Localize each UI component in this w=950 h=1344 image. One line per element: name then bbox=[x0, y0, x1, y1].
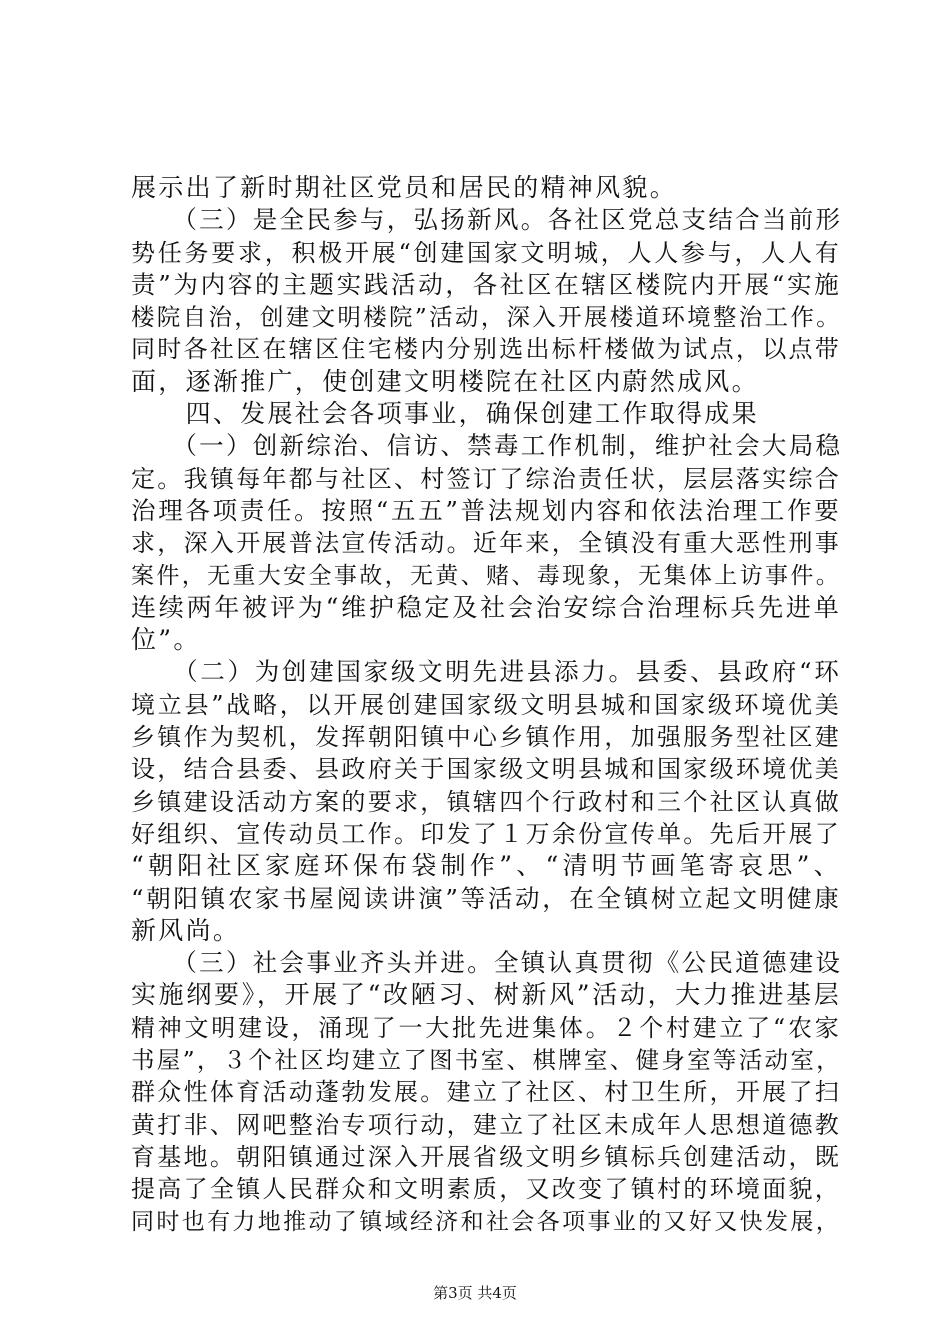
text-line: 位”。 bbox=[131, 625, 201, 655]
text-line: 展示出了新时期社区党员和居民的精神风貌。 bbox=[131, 173, 678, 202]
text-line: 案件，无重大安全事故，无黄、赌、毒现象，无集体上访事件。 bbox=[131, 562, 841, 589]
text-line: 乡镇建设活动方案的要求，镇辖四个行政村和三个社区认真做 bbox=[131, 787, 842, 816]
document-body bbox=[131, 172, 841, 1238]
text-line: 好组织、宣传动员工作。印发了１万余份宣传单。先后开展了 bbox=[131, 819, 842, 848]
text-line: “朝阳社区家庭环保布袋制作”、“清明节画笔寄哀思”、 bbox=[131, 851, 841, 881]
text-line: 设，结合县委、县政府关于国家级文明县城和国家级环境优美 bbox=[131, 755, 842, 784]
text-line: 定。我镇每年都与社区、村签订了综治责任状，层层落实综合 bbox=[131, 464, 842, 493]
text-line: （三）是全民参与，弘扬新风。各社区党总支结合当前形 bbox=[131, 205, 843, 235]
text-line: 连续两年被评为“维护稳定及社会治安综合治理标兵先进单 bbox=[131, 592, 841, 622]
text-line: 楼院自治，创建文明楼院”活动，深入开展楼道环境整治工作。 bbox=[131, 303, 842, 332]
text-line: 黄打非、网吧整治专项行动，建立了社区未成年人思想道德教 bbox=[131, 1110, 842, 1139]
text-line: 治理各项责任。按照“五五”普法规划内容和依法治理工作要 bbox=[131, 495, 841, 525]
text-line: 同时各社区在辖区住宅楼内分别选出标杆楼做为试点，以点带 bbox=[131, 335, 842, 364]
text-line: 提高了全镇人民群众和文明素质，又改变了镇村的环境面貌， bbox=[131, 1175, 842, 1204]
page-footer bbox=[0, 1282, 950, 1303]
text-line: 求，深入开展普法宣传活动。近年来，全镇没有重大恶性刑事 bbox=[131, 529, 842, 558]
text-line: 书屋”，３个社区均建立了图书室、棋牌室、健身室等活动室， bbox=[131, 1046, 842, 1075]
section-heading: 四、发展社会各项事业，确保创建工作取得成果 bbox=[131, 399, 759, 429]
text-line: 面，逐渐推广，使创建文明楼院在社区内蔚然成风。 bbox=[131, 366, 759, 396]
text-line: 责”为内容的主题实践活动，各社区在辖区楼院内开展“实施 bbox=[131, 269, 841, 299]
text-line: 育基地。朝阳镇通过深入开展省级文明乡镇标兵创建活动，既 bbox=[131, 1142, 842, 1171]
text-line: 精神文明建设，涌现了一大批先进集体。２个村建立了“农家 bbox=[131, 1013, 841, 1042]
text-line: （二）为创建国家级文明先进县添力。县委、县政府“环 bbox=[131, 657, 841, 687]
text-line: 境立县”战略，以开展创建国家级文明县城和国家级环境优美 bbox=[131, 690, 841, 719]
text-line: 实施纲要》，开展了“改陋习、树新风”活动，大力推进基层 bbox=[131, 980, 841, 1010]
text-line: （一）创新综治、信访、禁毒工作机制，维护社会大局稳 bbox=[131, 431, 843, 461]
text-line: 新风尚。 bbox=[131, 915, 241, 945]
text-line: 乡镇作为契机，发挥朝阳镇中心乡镇作用，加强服务型社区建 bbox=[131, 723, 842, 752]
text-line: （三）社会事业齐头并进。全镇认真贯彻《公民道德建设 bbox=[131, 948, 843, 978]
text-line: 群众性体育活动蓬勃发展。建立了社区、村卫生所，开展了扫 bbox=[131, 1078, 842, 1107]
text-line: 势任务要求，积极开展“创建国家文明城，人人参与，人人有 bbox=[131, 238, 841, 267]
text-line: 同时也有力地推动了镇域经济和社会各项事业的又好又快发展， bbox=[131, 1208, 841, 1235]
text-line: “朝阳镇农家书屋阅读讲演”等活动，在全镇树立起文明健康 bbox=[131, 883, 841, 913]
page-number: 第3页 共4页 bbox=[433, 1284, 517, 1302]
